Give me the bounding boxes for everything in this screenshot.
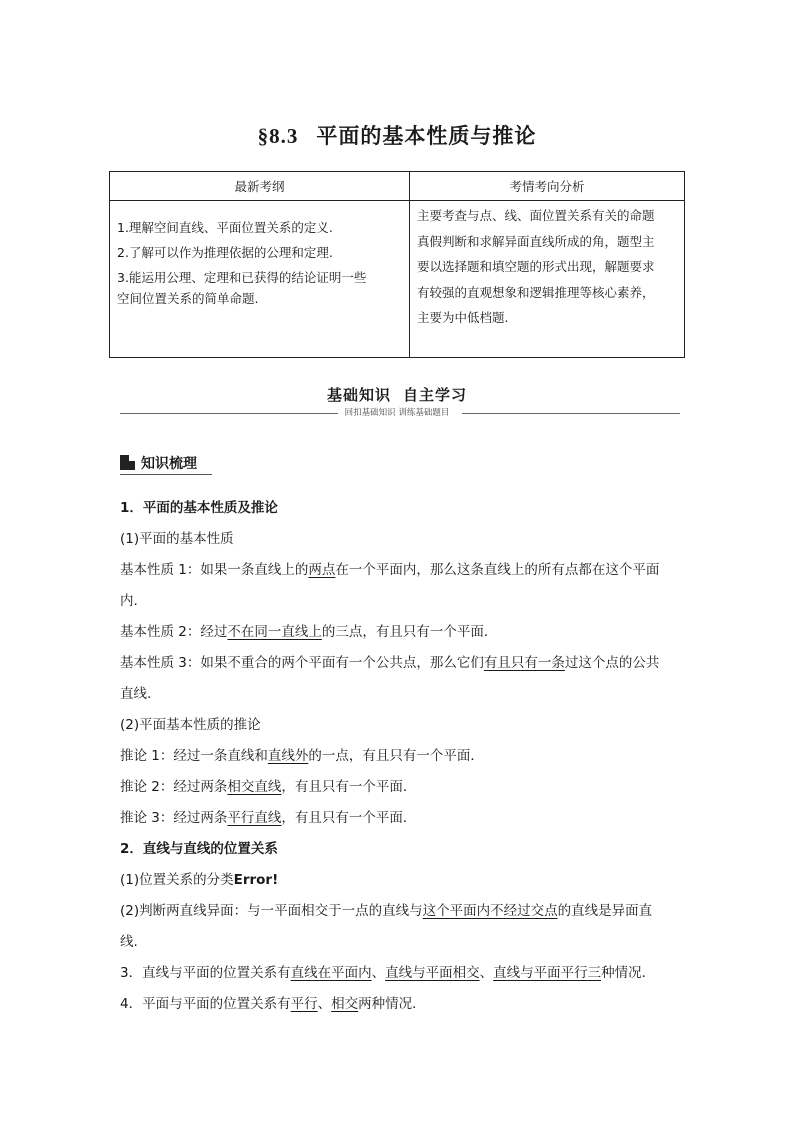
blank-answer: 相交直线 (227, 779, 282, 795)
header-latest-syllabus: 最新考纲 (110, 172, 410, 201)
header-exam-analysis: 考情考向分析 (410, 172, 685, 201)
knowledge-header-label: 知识梳理 (141, 456, 197, 472)
heading-3: 3．直线与平面的位置关系有直线在平面内、直线与平面相交、直线与平面平行三种情况． (120, 965, 656, 981)
section-number: §8.3 (257, 124, 299, 148)
analysis-line: 有较强的直观想象和逻辑推理等核心素养， (417, 284, 655, 300)
subheading-corollaries: (2)平面基本性质的推论 (120, 717, 261, 733)
section-subtitle: 回扣基础知识 训练基础题目 (344, 408, 450, 418)
knowledge-body (120, 493, 680, 1020)
property-3: 基本性质 3：如果不重合的两个平面有一个公共点，那么它们有且只有一条过这个点的公共 (120, 655, 660, 671)
syllabus-cell (110, 201, 410, 358)
blank-answer: 平行 (290, 996, 318, 1012)
syllabus-item: 2.了解可以作为推理依据的公理和定理. (117, 245, 333, 260)
heading-2: 2．直线与直线的位置关系 (120, 841, 278, 857)
analysis-line: 主要考查与点、线、面位置关系有关的命题 (417, 208, 655, 223)
blank-answer: 有且只有一条 (483, 655, 565, 671)
analysis-line: 要以选择题和填空题的形式出现，解题要求 (417, 259, 655, 274)
table-row (110, 201, 685, 358)
blank-answer: 平行直线 (227, 810, 282, 826)
blank-answer: 不在同一直线上 (227, 624, 322, 640)
section-title-part1: 基础知识 (326, 386, 391, 404)
syllabus-item-continued: 空间位置关系的简单命题. (117, 291, 259, 306)
blank-answer: 相交 (331, 996, 359, 1012)
property-3-continued: 直线. (120, 686, 152, 702)
syllabus-item: 3.能运用公理、定理和已获得的结论证明一些 (117, 270, 367, 285)
skew-lines-rule-continued: 线. (120, 934, 138, 950)
square-bullet-icon (120, 455, 135, 470)
syllabus-table (109, 171, 685, 358)
syllabus-item: 1.理解空间直线、平面位置关系的定义. (117, 220, 333, 235)
property-1: 基本性质 1：如果一条直线上的两点在一个平面内，那么这条直线上的所有点都在这个平面 (120, 562, 660, 578)
skew-lines-rule: (2)判断两直线异面：与一平面相交于一点的直线与这个平面内不经过交点的直线是异面直 (120, 903, 653, 919)
section-title-part2: 自主学习 (403, 386, 468, 404)
corollary-3: 推论 3：经过两条平行直线，有且只有一个平面． (120, 810, 417, 826)
title-text: 平面的基本性质与推论 (316, 124, 537, 148)
subheading-basic-properties: (1)平面的基本性质 (120, 531, 234, 547)
blank-answer: 三 (587, 965, 602, 981)
blank-answer: 直线与平面平行 (493, 965, 588, 981)
analysis-cell (410, 201, 685, 358)
classification-line: (1)位置关系的分类Error! (120, 872, 279, 888)
blank-answer: 这个平面内不经过交点 (422, 903, 558, 919)
corollary-1: 推论 1：经过一条直线和直线外的一点，有且只有一个平面． (120, 748, 484, 764)
analysis-line: 真假判断和求解异面直线所成的角，题型主 (417, 233, 655, 249)
blank-answer: 直线外 (267, 748, 309, 764)
property-2: 基本性质 2：经过不在同一直线上的三点，有且只有一个平面． (120, 624, 498, 640)
knowledge-header-underline (120, 474, 212, 475)
blank-answer: 直线在平面内 (290, 965, 372, 981)
error-text: Error! (233, 872, 279, 888)
blank-answer: 两点 (308, 562, 336, 578)
table-header-row (110, 172, 685, 201)
section-heading (0, 384, 794, 405)
analysis-line: 主要为中低档题. (417, 310, 509, 325)
blank-answer: 直线与平面相交 (385, 965, 480, 981)
heading-1: 1．平面的基本性质及推论 (120, 500, 278, 516)
property-1-continued: 内. (120, 593, 138, 609)
heading-4: 4．平面与平面的位置关系有平行、相交两种情况． (120, 996, 426, 1012)
knowledge-header (120, 452, 212, 474)
corollary-2: 推论 2：经过两条相交直线，有且只有一个平面． (120, 779, 417, 795)
page-title (0, 120, 794, 150)
